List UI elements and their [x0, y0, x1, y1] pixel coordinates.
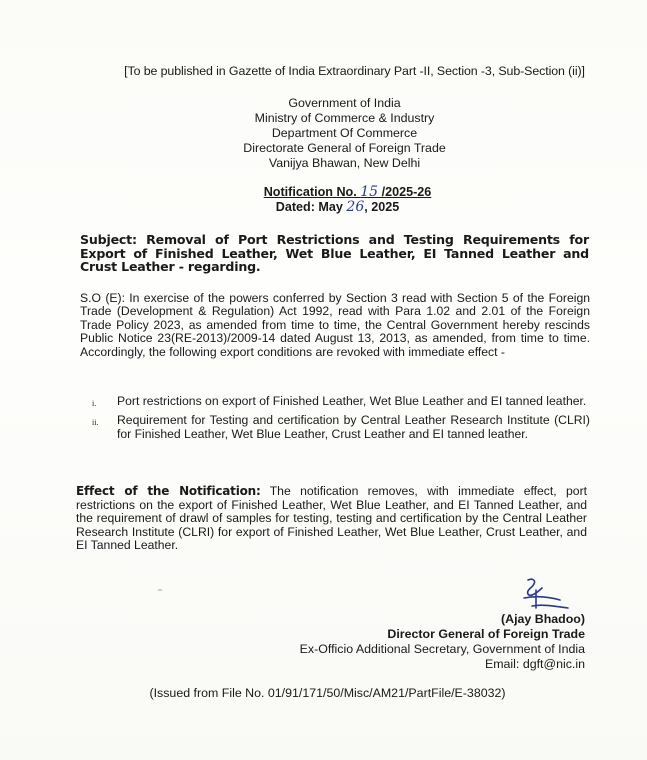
list-item	[92, 414, 590, 441]
effect-heading: Effect of the Notification:	[76, 484, 261, 498]
header-department: Department Of Commerce	[271, 126, 418, 140]
handwritten-day: 26	[346, 199, 365, 215]
subject-line: Subject: Removal of Port Restrictions and Testing Requirements for Export of Finished Leather, Wet Blue Leather, EI Tanned Leather and Crust Leather - regarding.	[80, 232, 589, 274]
signatory-name: (Ajay Bhadoo)	[501, 612, 585, 626]
letterhead	[0, 96, 647, 171]
signatory-block	[300, 612, 585, 672]
revoked-conditions-list	[92, 395, 590, 445]
signature-mark	[506, 574, 576, 614]
notification-number: Notification No. 15 /2025-26	[263, 184, 432, 200]
effect-paragraph	[76, 485, 587, 553]
notification-block	[0, 185, 647, 215]
gazette-note-text: [To be published in Gazette of India Extraordinary Part -II, Section -3, Sub-Section (ii)]	[124, 64, 585, 78]
scan-speck	[158, 589, 162, 591]
signatory-title: Director General of Foreign Trade	[387, 627, 585, 641]
signatory-ex-officio: Ex-Officio Additional Secretary, Government of India	[299, 642, 585, 656]
header-ministry: Ministry of Commerce & Industry	[254, 111, 435, 125]
body-paragraph: S.O (E): In exercise of the powers conferred by Section 3 read with Section 5 of the Foreign Trade (Development & Regulation) Act 1992, read with Para 1.02 and 2.01 of the Foreign Trade Policy 2023, as amended from time to time, the Central Government hereby rescinds Public Notice 23(RE-2013)/2009-14 dated August 13, 2013, as amended, from time to time. Accordingly, the following export conditions are revoked with immediate effect -	[80, 291, 590, 359]
effect-text: The notification removes, with immediate effect, port restrictions on the export of Finished Leather, Wet Blue Leather, and EI Tanned Leather, and the requirement of drawl of samples for testing, testing and certification by the Central Leather Research Institute (CLRI) for export of Finished Leather, Wet Blue Leather, Crust Leather, and EI Tanned Leather.	[76, 484, 588, 553]
notification-date: Dated: May 26, 2025	[275, 199, 400, 215]
signatory-email: Email: dgft@nic.in	[484, 657, 585, 671]
issued-file-line	[0, 686, 647, 700]
gazette-note	[0, 64, 647, 78]
list-text: Requirement for Testing and certification by Central Leather Research Institute (CLRI) for Finished Leather, Wet Blue Leather, Crust Leather and EI tanned leather.	[117, 413, 590, 441]
list-item	[92, 395, 590, 410]
header-address: Vanijya Bhawan, New Delhi	[268, 156, 421, 170]
list-text: Port restrictions on export of Finished Leather, Wet Blue Leather and EI tanned leather.	[117, 394, 587, 408]
handwritten-number: 15	[360, 184, 379, 200]
list-number: i.	[92, 399, 97, 408]
header-government: Government of India	[288, 96, 401, 110]
issued-file-text: (Issued from File No. 01/91/171/50/Misc/AM21/PartFile/E-38032)	[149, 686, 506, 700]
list-number: ii.	[92, 418, 99, 428]
header-directorate: Directorate General of Foreign Trade	[243, 141, 446, 155]
